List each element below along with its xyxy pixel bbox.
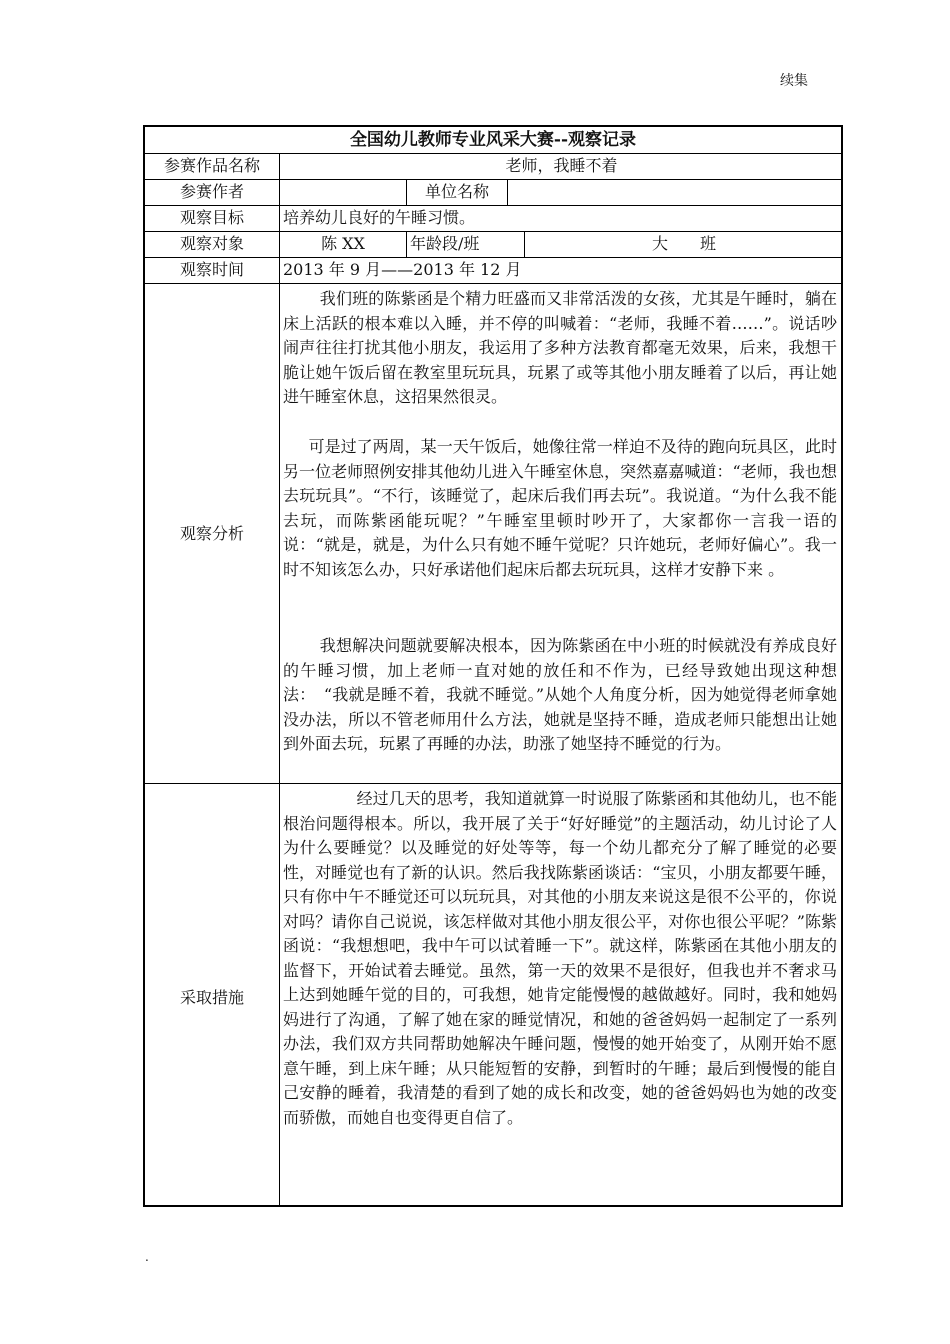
measures-label: 采取措施 <box>179 988 244 1007</box>
subject-value: 陈 XX <box>321 234 365 253</box>
analysis-paragraph: 可是过了两周，某一天午饭后，她像往常一样迫不及待的跑向玩具区，此时另一位老师照例安排其他幼儿进入午睡室休息，突然嘉嘉喊道：“老师，我也想去玩玩具”。“不行，该睡觉了，起床后我们再去玩”。我说道。“为什么我不能去玩，而陈紫函能玩呢？”午睡室里顿时吵开了，大家都你一言我一语的说：“就是，就是，为什么只有她不睡午觉呢？只许她玩，老师好偏心”。我一时不知该怎么办，只好承诺他们起床后都去玩玩具，这样才安静下来 。 <box>283 437 837 579</box>
column-divider <box>406 231 407 257</box>
age-group-value: 大 班 <box>651 234 716 253</box>
author-label: 参赛作者 <box>179 182 244 201</box>
age-group-label: 年龄段/班 <box>410 234 480 253</box>
column-divider <box>507 179 508 205</box>
time-value: 2013 年 9 月——2013 年 12 月 <box>283 260 522 279</box>
time-label: 观察时间 <box>179 260 244 279</box>
row-divider <box>143 783 843 784</box>
table-title: 全国幼儿教师专业风采大赛--观察记录 <box>349 130 637 150</box>
analysis-paragraph: 我们班的陈紫函是个精力旺盛而又非常活泼的女孩，尤其是午睡时，躺在床上活跃的根本难以入睡，并不停的叫喊着：“老师，我睡不着……”。说话吵闹声往往打扰其他小朋友，我运用了多种方法教育都毫无效果，后来，我想干脆让她午饭后留在教室里玩玩具，玩累了或等其他小朋友睡着了以后，再让她进午睡室休息，这招果然很灵。 <box>283 289 837 406</box>
unit-name-label: 单位名称 <box>424 182 489 201</box>
measures-paragraph: 经过几天的思考，我知道就算一时说服了陈紫函和其他幼儿，也不能根治问题得根本。所以，我开展了关于“好好睡觉”的主题活动，幼儿讨论了人为什么要睡觉？以及睡觉的好处等等，每一个幼儿都充分了解了睡觉的必要性，对睡觉也有了新的认识。然后我找陈紫函谈话：“宝贝，小朋友都要午睡，只有你中午不睡觉还可以玩玩具，对其他的小朋友来说这是很不公平的，你说对吗？请你自己说说，该怎样做对其他小朋友很公平，对你也很公平呢？”陈紫函说：“我想想吧，我中午可以试着睡一下”。就这样，陈紫函在其他小朋友的监督下，开始试着去睡觉。虽然，第一天的效果不是很好，但我也并不奢求马上达到她睡午觉的目的，可我想，她肯定能慢慢的越做越好。同时，我和她妈妈进行了沟通，了解了她在家的睡觉情况，和她的爸爸妈妈一起制定了一系列办法，我们双方共同帮助她解决午睡问题，慢慢的她开始变了，从刚开始不愿意午睡，到上床午睡；从只能短暂的安静，到暂时的午睡；最后到慢慢的能自己安静的睡着，我清楚的看到了她的成长和改变，她的爸爸妈妈也为她的改变而骄傲，而她自也变得更自信了。 <box>283 789 837 1127</box>
continuation-note: 续集 <box>780 73 808 89</box>
work-name-value: 老师，我睡不着 <box>505 156 618 175</box>
row-divider <box>143 283 843 284</box>
analysis-label: 观察分析 <box>179 524 244 543</box>
goal-label: 观察目标 <box>179 208 244 227</box>
footer-mark: . <box>145 1250 149 1264</box>
column-divider <box>279 153 280 1206</box>
goal-value: 培养幼儿良好的午睡习惯。 <box>283 208 476 227</box>
subject-label: 观察对象 <box>179 234 244 253</box>
work-name-label: 参赛作品名称 <box>163 156 260 175</box>
analysis-paragraph: 我想解决问题就要解决根本，因为陈紫函在中小班的时候就没有养成良好的午睡习惯，加上老师一直对她的放任和不作为，已经导致她出现这种想法： “我就是睡不着，我就不睡觉。”从她个人角度分析，因为她觉得老师拿她没办法，所以不管老师用什么方法，她就是坚持不睡，造成老师只能想出让她到外面去玩，玩累了再睡的办法，助涨了她坚持不睡觉的行为。 <box>283 636 837 753</box>
